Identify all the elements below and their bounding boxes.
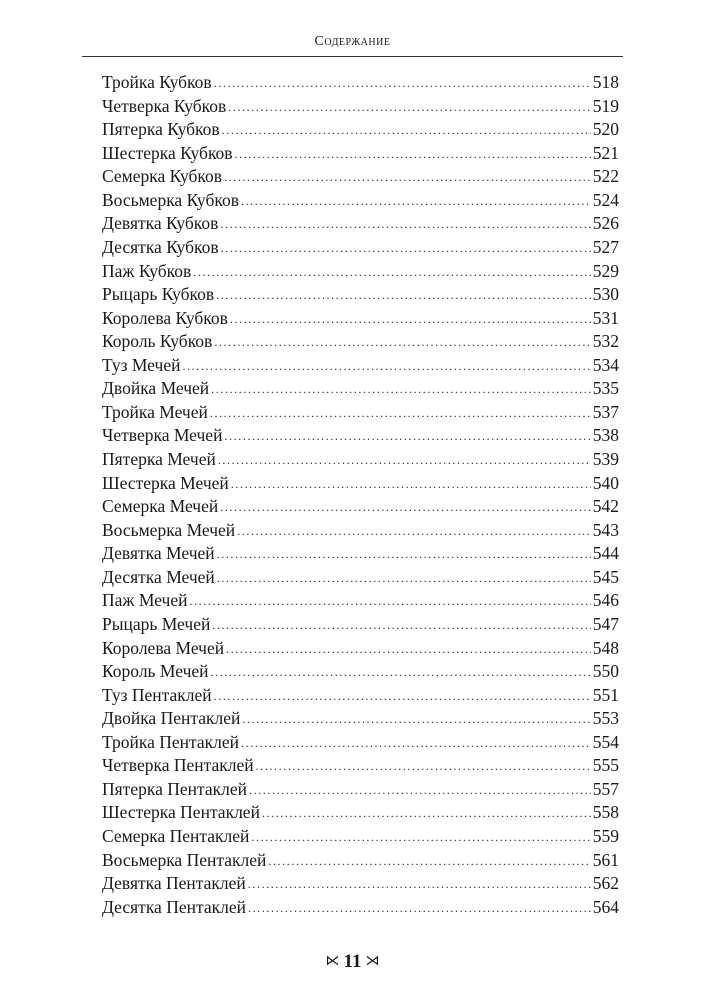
toc-entry-title: Пятерка Кубков	[102, 119, 220, 140]
toc-leader-dots	[220, 496, 591, 520]
toc-entry-page: 553	[592, 708, 619, 729]
toc-entry-page: 550	[592, 661, 619, 682]
toc-leader-dots	[193, 261, 590, 285]
toc-entry[interactable]	[102, 637, 619, 661]
toc-entry[interactable]	[102, 165, 619, 189]
toc-entry[interactable]	[102, 142, 619, 166]
toc-entry-title: Королева Мечей	[102, 637, 225, 658]
toc-entry-page: 518	[592, 72, 619, 92]
toc-entry[interactable]	[102, 118, 619, 142]
toc-entry-page: 557	[592, 778, 619, 799]
toc-entry-title: Туз Мечей	[102, 354, 181, 375]
toc-entry-page: 562	[592, 873, 619, 894]
toc-entry-title: Девятка Мечей	[102, 543, 215, 564]
toc-entry-title: Паж Мечей	[102, 590, 188, 611]
toc-entry-title: Двойка Пентаклей	[102, 708, 241, 729]
toc-entry[interactable]	[102, 354, 619, 378]
toc-leader-dots	[249, 779, 591, 803]
toc-entry-page: 537	[592, 401, 619, 422]
running-head: Содержание	[314, 34, 391, 49]
toc-entry[interactable]	[102, 495, 619, 519]
toc-entry-page: 539	[592, 449, 619, 469]
toc-entry[interactable]	[102, 189, 619, 213]
toc-entry-page: 529	[592, 260, 619, 281]
toc-entry-page: 538	[592, 425, 619, 446]
toc-entry-page: 559	[592, 826, 619, 846]
toc-leader-dots	[228, 96, 590, 120]
toc-entry-title: Шестерка Пентаклей	[102, 802, 260, 823]
toc-leader-dots	[212, 614, 590, 638]
toc-entry-page: 521	[592, 142, 619, 163]
toc-entry[interactable]	[102, 472, 619, 496]
toc-leader-dots	[214, 331, 590, 355]
toc-leader-dots	[221, 237, 591, 261]
toc-leader-dots	[226, 638, 591, 662]
toc-leader-dots	[268, 850, 590, 874]
toc-entry-title: Восьмерка Пентаклей	[102, 849, 267, 870]
toc-entry[interactable]	[102, 95, 619, 119]
toc-entry[interactable]	[102, 778, 619, 802]
page-number-value: 11	[343, 951, 362, 972]
toc-leader-dots	[220, 213, 590, 237]
toc-entry[interactable]	[102, 401, 619, 425]
toc-entry-title: Семерка Кубков	[102, 166, 223, 187]
toc-entry-title: Четверка Мечей	[102, 425, 223, 446]
toc-leader-dots	[216, 284, 591, 308]
toc-entry-title: Король Кубков	[102, 331, 213, 352]
toc-entry-title: Туз Пентаклей	[102, 684, 212, 705]
toc-entry-page: 532	[592, 331, 619, 352]
toc-entry-page: 558	[592, 802, 619, 823]
toc-entry-page: 519	[592, 95, 619, 116]
toc-entry[interactable]	[102, 589, 619, 613]
toc-leader-dots	[210, 402, 591, 426]
toc-entry-page: 526	[592, 213, 619, 234]
toc-leader-dots	[224, 166, 591, 190]
toc-leader-dots	[237, 520, 591, 544]
toc-entry[interactable]	[102, 236, 619, 260]
toc-entry-page: 530	[592, 284, 619, 305]
toc-leader-dots	[256, 755, 591, 779]
toc-leader-dots	[248, 873, 591, 897]
ornament-left-icon: ⋉	[325, 954, 340, 969]
toc-entry[interactable]	[102, 613, 619, 637]
toc-entry-page: 540	[592, 472, 619, 493]
toc-entry-title: Пятерка Мечей	[102, 449, 216, 469]
toc-entry-page: 551	[592, 684, 619, 705]
header-rule	[82, 56, 623, 57]
toc-entry[interactable]	[102, 684, 619, 708]
toc-entry-title: Двойка Мечей	[102, 378, 210, 399]
toc-entry-page: 542	[592, 496, 619, 517]
toc-entry[interactable]	[102, 754, 619, 778]
toc-leader-dots	[218, 449, 591, 473]
toc-entry-title: Король Мечей	[102, 661, 209, 682]
toc-entry-page: 520	[592, 119, 619, 140]
toc-entry-page: 548	[592, 637, 619, 658]
toc-entry-page: 534	[592, 354, 619, 375]
toc-entry-page: 554	[592, 731, 619, 752]
toc-entry-page: 561	[592, 849, 619, 870]
toc-entry-title: Десятка Пентаклей	[102, 896, 246, 917]
toc-entry-page: 547	[592, 613, 619, 634]
toc-entry[interactable]	[102, 707, 619, 731]
toc-entry[interactable]	[102, 872, 619, 896]
toc-entry[interactable]	[102, 283, 619, 307]
toc-leader-dots	[248, 897, 591, 921]
toc-entry-page: 546	[592, 590, 619, 611]
toc-entry[interactable]	[102, 448, 619, 472]
toc-entry-page: 543	[592, 519, 619, 540]
toc-entry-page: 524	[592, 189, 619, 210]
toc-entry-title: Девятка Пентаклей	[102, 873, 246, 894]
toc-leader-dots	[251, 826, 590, 850]
toc-entry[interactable]	[102, 566, 619, 590]
toc-entry[interactable]	[102, 212, 619, 236]
toc-leader-dots	[217, 543, 591, 567]
toc-leader-dots	[211, 378, 591, 402]
toc-entry-page: 545	[592, 566, 619, 587]
toc-leader-dots	[189, 590, 590, 614]
toc-entry-title: Тройка Мечей	[102, 401, 208, 422]
toc-entry[interactable]	[102, 330, 619, 354]
toc-entry[interactable]	[102, 519, 619, 543]
toc-entry-page: 531	[592, 307, 619, 328]
toc-entry[interactable]	[102, 377, 619, 401]
page-number	[0, 951, 705, 973]
toc-entry-page: 527	[592, 236, 619, 257]
toc-leader-dots	[217, 567, 591, 591]
toc-entry-page: 564	[592, 896, 619, 917]
toc-entry-title: Девятка Кубков	[102, 213, 219, 234]
toc-entry-page: 555	[592, 755, 619, 776]
ornament-right-icon: ⋊	[365, 954, 380, 969]
toc-leader-dots	[262, 802, 591, 826]
toc-entry[interactable]	[102, 424, 619, 448]
toc-leader-dots	[214, 72, 591, 96]
toc-entry-title: Паж Кубков	[102, 260, 192, 281]
toc-entry-title: Рыцарь Мечей	[102, 613, 211, 634]
toc-entry[interactable]	[102, 731, 619, 755]
toc-entry[interactable]	[102, 71, 619, 95]
toc-entry[interactable]	[102, 260, 619, 284]
toc-leader-dots	[235, 143, 591, 167]
toc-leader-dots	[214, 685, 591, 709]
toc-entry-title: Тройка Кубков	[102, 72, 212, 92]
toc-entry-title: Четверка Кубков	[102, 95, 227, 116]
toc-entry[interactable]	[102, 542, 619, 566]
toc-entry-title: Семерка Пентаклей	[102, 826, 250, 846]
toc-entry-page: 535	[592, 378, 619, 399]
toc-entry-page: 522	[592, 166, 619, 187]
toc-entry-title: Семерка Мечей	[102, 496, 219, 517]
toc-entry-title: Четверка Пентаклей	[102, 755, 254, 776]
toc-entry-title: Пятерка Пентаклей	[102, 778, 247, 799]
toc-entry[interactable]	[102, 801, 619, 825]
toc-entry[interactable]	[102, 849, 619, 873]
toc-leader-dots	[222, 119, 591, 143]
toc-entry-title: Рыцарь Кубков	[102, 284, 215, 305]
toc-entry-title: Восьмерка Мечей	[102, 519, 236, 540]
toc-leader-dots	[211, 661, 591, 685]
toc-leader-dots	[242, 708, 590, 732]
toc-entry[interactable]	[102, 825, 619, 849]
toc-leader-dots	[182, 355, 590, 379]
toc-entry[interactable]	[102, 896, 619, 920]
toc-entry-title: Восьмерка Кубков	[102, 189, 239, 210]
toc-entry[interactable]	[102, 660, 619, 684]
toc-leader-dots	[241, 732, 591, 756]
toc-leader-dots	[241, 190, 591, 214]
toc-entry-title: Тройка Пентаклей	[102, 731, 240, 752]
toc-entry-title: Десятка Кубков	[102, 236, 219, 257]
toc-entry-title: Шестерка Мечей	[102, 472, 229, 493]
toc-entry[interactable]	[102, 307, 619, 331]
toc-leader-dots	[230, 308, 591, 332]
toc-entry-title: Шестерка Кубков	[102, 142, 233, 163]
toc-entry-page: 544	[592, 543, 619, 564]
toc-leader-dots	[224, 425, 590, 449]
toc-entry-title: Десятка Мечей	[102, 566, 215, 587]
table-of-contents	[102, 71, 619, 919]
toc-entry-title: Королева Кубков	[102, 307, 228, 328]
toc-leader-dots	[231, 473, 591, 497]
